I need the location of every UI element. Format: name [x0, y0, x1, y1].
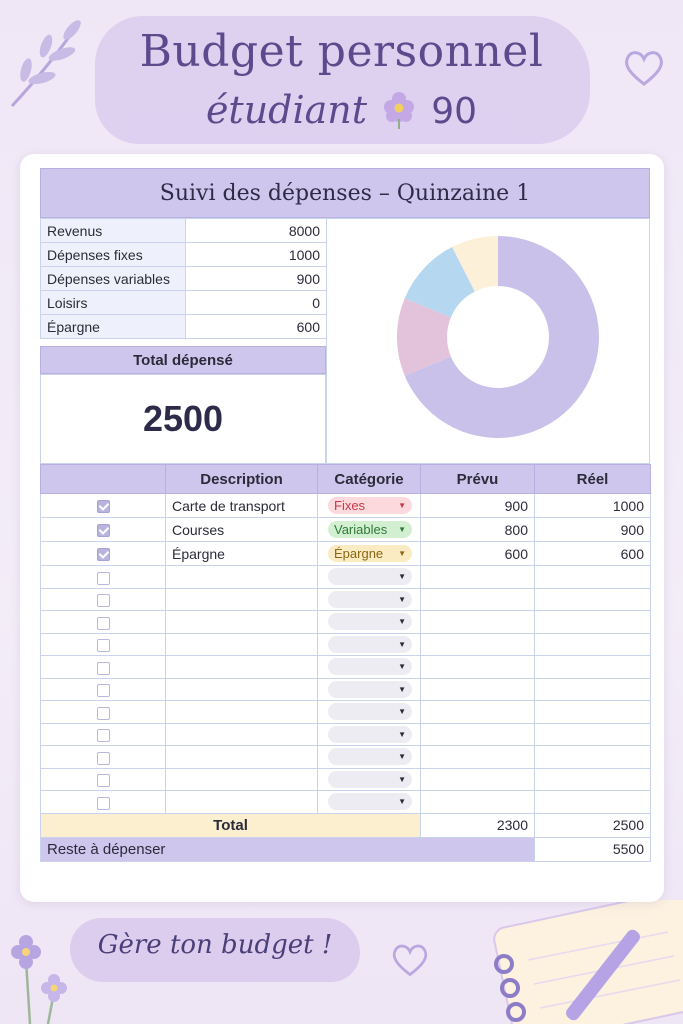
category-label: Fixes: [334, 498, 366, 513]
row-checkbox-cell: [41, 611, 166, 634]
summary-value[interactable]: 1000: [186, 243, 327, 267]
row-category-cell: [318, 656, 421, 679]
row-checkbox[interactable]: [97, 617, 110, 630]
category-dropdown[interactable]: [328, 771, 412, 788]
row-category-cell: [318, 791, 421, 814]
summary-value[interactable]: 900: [186, 267, 327, 291]
sheet-title: Suivi des dépenses – Quinzaine 1: [40, 168, 650, 218]
row-description[interactable]: [166, 678, 318, 701]
table-row-empty: [41, 566, 651, 589]
row-category-cell: [318, 588, 421, 611]
row-actual[interactable]: [535, 768, 651, 791]
summary-row: [41, 291, 327, 315]
chevron-down-icon: ▼: [398, 639, 406, 649]
column-header: Réel: [535, 465, 651, 494]
chevron-down-icon: ▼: [398, 707, 406, 717]
notebook-icon: [478, 900, 683, 1024]
row-planned[interactable]: [421, 656, 535, 679]
row-checkbox-cell: [41, 656, 166, 679]
chevron-down-icon: ▼: [398, 594, 406, 604]
row-actual[interactable]: [535, 566, 651, 589]
summary-label: Loisirs: [41, 291, 186, 315]
row-description[interactable]: [166, 588, 318, 611]
row-planned[interactable]: [421, 791, 535, 814]
row-checkbox-cell: [41, 723, 166, 746]
column-header: Catégorie: [318, 465, 421, 494]
table-row-empty: [41, 633, 651, 656]
summary-label: Dépenses variables: [41, 267, 186, 291]
remaining-row: [41, 837, 651, 861]
row-checkbox-cell: [41, 701, 166, 724]
table-row-empty: [41, 678, 651, 701]
row-checkbox[interactable]: [97, 729, 110, 742]
row-actual[interactable]: [535, 656, 651, 679]
row-category-cell: [318, 768, 421, 791]
row-category-cell: [318, 518, 421, 542]
row-category-cell: [318, 746, 421, 769]
chevron-down-icon: ▼: [398, 752, 406, 762]
row-category-cell: [318, 701, 421, 724]
remaining-label: Reste à dépenser: [41, 837, 535, 861]
summary-row: [41, 315, 327, 339]
row-description[interactable]: [166, 746, 318, 769]
table-row-empty: [41, 701, 651, 724]
row-planned[interactable]: [421, 588, 535, 611]
table-row: [41, 518, 651, 542]
row-description[interactable]: [166, 723, 318, 746]
chevron-down-icon: ▼: [398, 525, 406, 534]
row-description[interactable]: [166, 701, 318, 724]
category-dropdown[interactable]: [328, 591, 412, 608]
flower-icon: [379, 89, 419, 129]
row-checkbox-cell: [41, 518, 166, 542]
row-planned[interactable]: [421, 768, 535, 791]
row-checkbox[interactable]: [97, 572, 110, 585]
category-dropdown[interactable]: [328, 613, 412, 630]
row-checkbox[interactable]: [97, 594, 110, 607]
total-row-actual: 2500: [535, 813, 651, 837]
category-dropdown[interactable]: [328, 545, 412, 562]
row-category-cell: [318, 494, 421, 518]
row-checkbox[interactable]: [97, 524, 110, 537]
row-checkbox-cell: [41, 494, 166, 518]
category-dropdown[interactable]: [328, 568, 412, 585]
row-checkbox[interactable]: [97, 639, 110, 652]
summary-value[interactable]: 600: [186, 315, 327, 339]
remaining-value: 5500: [535, 837, 651, 861]
table-row-empty: [41, 611, 651, 634]
row-actual[interactable]: [535, 588, 651, 611]
category-dropdown[interactable]: [328, 681, 412, 698]
row-checkbox-cell: [41, 566, 166, 589]
summary-row: [41, 219, 327, 243]
row-checkbox[interactable]: [97, 500, 110, 513]
summary-label: Revenus: [41, 219, 186, 243]
row-planned[interactable]: 900: [421, 494, 535, 518]
category-dropdown[interactable]: [328, 703, 412, 720]
total-spent-label: Total dépensé: [40, 346, 326, 374]
row-description[interactable]: [166, 566, 318, 589]
row-checkbox[interactable]: [97, 548, 110, 561]
row-description[interactable]: [166, 791, 318, 814]
row-checkbox[interactable]: [97, 774, 110, 787]
row-checkbox[interactable]: [97, 662, 110, 675]
category-dropdown[interactable]: [328, 726, 412, 743]
category-dropdown[interactable]: [328, 748, 412, 765]
row-planned[interactable]: 600: [421, 542, 535, 566]
row-planned[interactable]: [421, 566, 535, 589]
row-actual[interactable]: [535, 723, 651, 746]
chevron-down-icon: ▼: [398, 684, 406, 694]
slogan-text: Gère ton budget !: [97, 930, 333, 960]
row-checkbox-cell: [41, 791, 166, 814]
chevron-down-icon: ▼: [398, 501, 406, 510]
row-description[interactable]: Carte de transport: [166, 494, 318, 518]
chevron-down-icon: ▼: [398, 549, 406, 558]
row-description[interactable]: Courses: [166, 518, 318, 542]
row-category-cell: [318, 723, 421, 746]
category-label: Épargne: [334, 546, 384, 561]
category-dropdown[interactable]: [328, 521, 412, 538]
table-row: [41, 542, 651, 566]
chevron-down-icon: ▼: [398, 617, 406, 627]
row-category-cell: [318, 633, 421, 656]
row-planned[interactable]: [421, 633, 535, 656]
row-checkbox-cell: [41, 746, 166, 769]
chevron-down-icon: ▼: [398, 729, 406, 739]
row-planned[interactable]: [421, 611, 535, 634]
table-row-empty: [41, 588, 651, 611]
category-dropdown[interactable]: [328, 793, 412, 810]
row-planned[interactable]: [421, 723, 535, 746]
row-description[interactable]: Épargne: [166, 542, 318, 566]
row-planned[interactable]: [421, 701, 535, 724]
row-description[interactable]: [166, 633, 318, 656]
row-description[interactable]: [166, 611, 318, 634]
chevron-down-icon: ▼: [398, 662, 406, 672]
row-planned[interactable]: 800: [421, 518, 535, 542]
row-actual[interactable]: [535, 791, 651, 814]
table-row-empty: [41, 723, 651, 746]
row-checkbox-cell: [41, 542, 166, 566]
table-row: [41, 494, 651, 518]
row-category-cell: [318, 542, 421, 566]
row-checkbox[interactable]: [97, 684, 110, 697]
page-subtitle: [0, 88, 683, 132]
category-label: Variables: [334, 522, 388, 537]
summary-row: [41, 267, 327, 291]
summary-value[interactable]: 0: [186, 291, 327, 315]
summary-row: [41, 243, 327, 267]
row-checkbox[interactable]: [97, 707, 110, 720]
row-checkbox[interactable]: [97, 752, 110, 765]
row-actual[interactable]: [535, 746, 651, 769]
row-actual[interactable]: 1000: [535, 494, 651, 518]
row-category-cell: [318, 678, 421, 701]
page-subtitle-number: 90: [431, 91, 478, 132]
row-checkbox-cell: [41, 588, 166, 611]
total-row-planned: 2300: [421, 813, 535, 837]
category-dropdown[interactable]: [328, 636, 412, 653]
row-actual[interactable]: [535, 611, 651, 634]
row-actual[interactable]: 600: [535, 542, 651, 566]
row-actual[interactable]: [535, 701, 651, 724]
summary-table: [40, 218, 327, 339]
row-checkbox-cell: [41, 768, 166, 791]
heart-icon: [390, 940, 430, 980]
row-category-cell: [318, 566, 421, 589]
row-category-cell: [318, 611, 421, 634]
page-subtitle-text: étudiant: [205, 88, 368, 132]
total-row: [41, 813, 651, 837]
row-actual[interactable]: 900: [535, 518, 651, 542]
column-header: Prévu: [421, 465, 535, 494]
table-row-empty: [41, 768, 651, 791]
category-dropdown[interactable]: [328, 497, 412, 514]
table-row-empty: [41, 656, 651, 679]
table-row-empty: [41, 791, 651, 814]
summary-value[interactable]: 8000: [186, 219, 327, 243]
row-actual[interactable]: [535, 678, 651, 701]
column-header: [41, 465, 166, 494]
chevron-down-icon: ▼: [398, 797, 406, 807]
row-description[interactable]: [166, 656, 318, 679]
row-planned[interactable]: [421, 678, 535, 701]
total-spent-value: 2500: [40, 374, 326, 464]
expense-table: [40, 464, 651, 862]
row-checkbox-cell: [41, 633, 166, 656]
summary-label: Épargne: [41, 315, 186, 339]
row-description[interactable]: [166, 768, 318, 791]
row-actual[interactable]: [535, 633, 651, 656]
table-row-empty: [41, 746, 651, 769]
row-checkbox[interactable]: [97, 797, 110, 810]
page-title: Budget personnel: [139, 26, 544, 77]
total-row-label: Total: [41, 813, 421, 837]
flower-icon: [2, 930, 76, 1024]
column-header: Description: [166, 465, 318, 494]
chevron-down-icon: ▼: [398, 572, 406, 582]
summary-label: Dépenses fixes: [41, 243, 186, 267]
chart-container: [326, 218, 650, 464]
row-planned[interactable]: [421, 746, 535, 769]
chevron-down-icon: ▼: [398, 774, 406, 784]
row-checkbox-cell: [41, 678, 166, 701]
donut-chart: [327, 219, 649, 463]
category-dropdown[interactable]: [328, 658, 412, 675]
